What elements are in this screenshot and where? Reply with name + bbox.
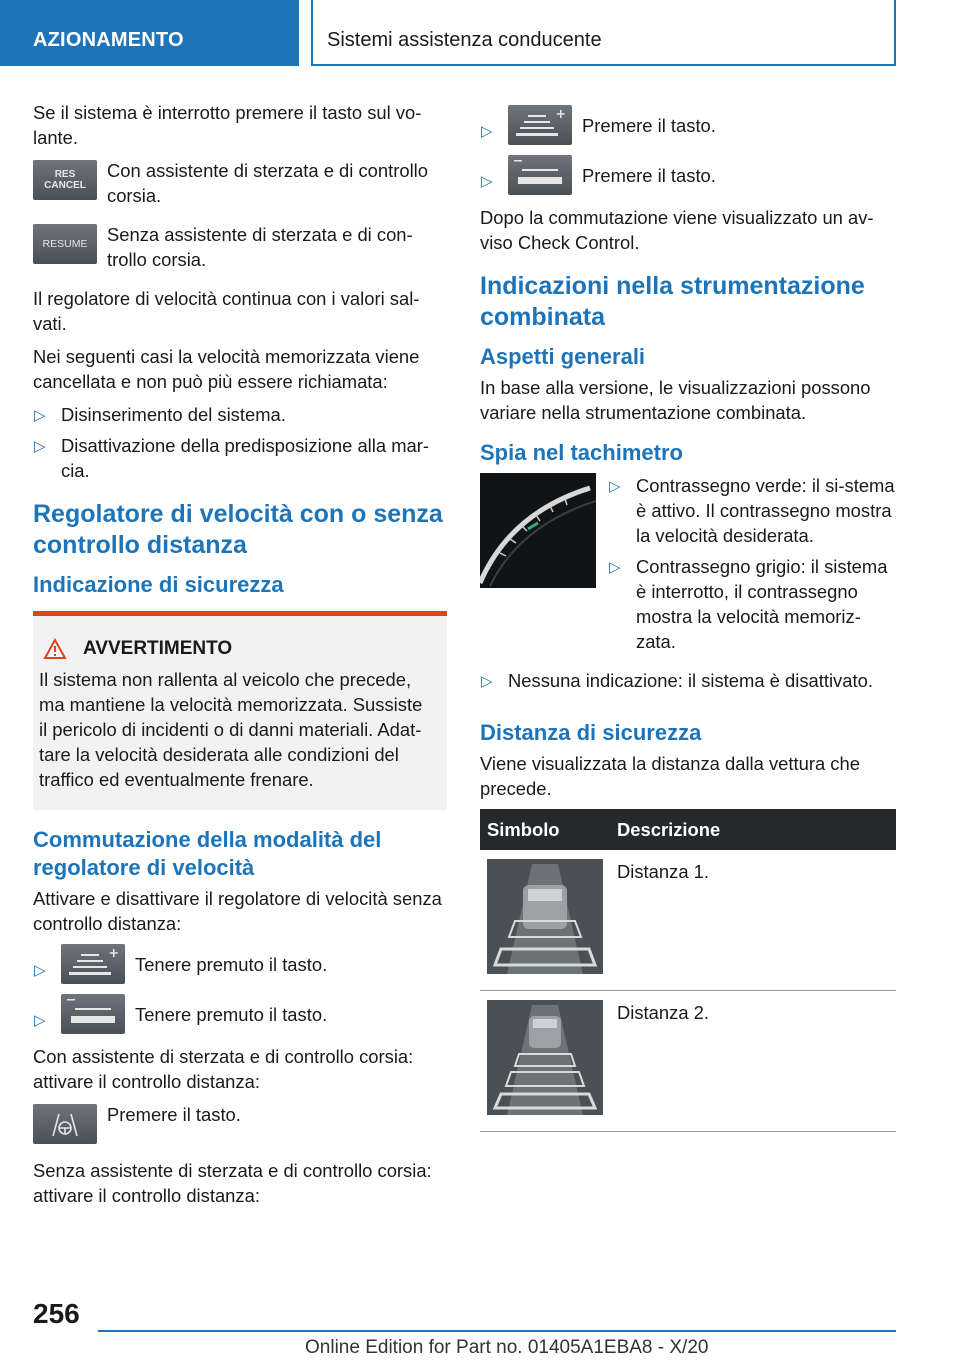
subsection-heading: Commutazione della modalità del regolatore di velocità	[33, 827, 382, 880]
speedometer-block	[480, 473, 896, 660]
paragraph: Dopo la commutazione viene visualizzato un av-viso Check Control.	[480, 207, 874, 253]
subsection-heading: Indicazione di sicurezza	[33, 572, 284, 597]
paragraph: Se il sistema è interrotto premere il tasto sul vo-lante.	[33, 102, 422, 148]
resume-text: Senza assistente di sterzata e di con-trollo corsia.	[107, 224, 413, 270]
table-row	[480, 850, 896, 991]
bullet-triangle-icon: ▷	[34, 438, 46, 455]
distance-table	[480, 809, 896, 1132]
distance-minus-button-icon	[508, 155, 572, 195]
distance-plus-button-icon	[61, 944, 125, 984]
distance-control-button-icon	[33, 1104, 97, 1144]
bullet-triangle-icon: ▷	[609, 559, 621, 576]
table-header: Simbolo	[480, 809, 610, 850]
bullet-triangle-icon: ▷	[481, 123, 493, 140]
list-item: ▷ Contrassegno verde: il si-stema è attivo. Il contrassegno mostra la velocità desiderata.	[609, 475, 895, 546]
bullet-triangle-icon: ▷	[34, 962, 46, 979]
paragraph: Con assistente di sterzata e di controllo corsia: attivare il controllo distanza:	[33, 1046, 414, 1092]
list-item: ▷ Tenere premuto il tasto.	[33, 994, 447, 1034]
warning-triangle-icon	[43, 638, 67, 660]
paragraph: Senza assistente di sterzata e di controllo corsia: attivare il controllo distanza:	[33, 1160, 432, 1206]
table-cell: Distanza 1.	[610, 850, 896, 991]
distance-2-image	[487, 1000, 603, 1115]
header-chapter-title: Sistemi assistenza conducente	[311, 0, 896, 66]
distance-minus-button-icon	[61, 994, 125, 1034]
res-cancel-button-icon: RES CANCEL	[33, 160, 97, 200]
resume-row	[33, 222, 447, 272]
footer-divider	[98, 1330, 896, 1332]
subsection-heading: Distanza di sicurezza	[480, 720, 702, 745]
distance-plus-button-icon	[508, 105, 572, 145]
page-number: 256	[33, 1298, 80, 1329]
table-row	[480, 991, 896, 1132]
list-item: ▷ Premere il tasto.	[480, 105, 896, 145]
speedometer-image	[480, 473, 596, 588]
section-heading: Indicazioni nella strumentazione combinata	[480, 272, 865, 331]
left-column	[33, 100, 447, 1216]
acc-button-row: Premere il tasto.	[33, 1102, 447, 1144]
res-cancel-text: Con assistente di sterzata e di controllo corsia.	[107, 160, 428, 206]
warning-text: Il sistema non rallenta al veicolo che precede, ma mantiene la velocità memorizzata. Sussiste il pericolo di incidenti o di danni materiali. Adat-tare la velocità desiderata alle condizioni del traffico ed eventualmente frenare.	[39, 669, 423, 790]
table-header-row	[480, 809, 896, 850]
table-header: Descrizione	[610, 809, 896, 850]
right-column	[480, 105, 896, 1132]
distance-1-image	[487, 859, 603, 974]
list-item: ▷ Nessuna indicazione: il sistema è disattivato.	[480, 668, 896, 693]
paragraph: In base alla versione, le visualizzazioni possono variare nella strumentazione combinata.	[480, 377, 871, 423]
list-item: ▷ Tenere premuto il tasto.	[33, 944, 447, 984]
paragraph: Il regolatore di velocità continua con i valori sal-vati.	[33, 288, 420, 334]
section-heading: Regolatore di velocità con o senza controllo distanza	[33, 500, 443, 559]
res-cancel-row	[33, 158, 447, 208]
bullet-triangle-icon: ▷	[34, 407, 46, 424]
speedo-list	[608, 473, 896, 660]
bullet-triangle-icon: ▷	[481, 173, 493, 190]
header-section-tab: AZIONAMENTO	[0, 0, 299, 66]
bullet-triangle-icon: ▷	[481, 673, 493, 690]
warning-title: AVVERTIMENTO	[39, 636, 435, 661]
list-item: ▷ Disattivazione della predisposizione alla mar-cia.	[34, 435, 429, 481]
paragraph: Nei seguenti casi la velocità memorizzata viene cancellata e non può più essere richiamata:	[33, 346, 420, 392]
paragraph: Viene visualizzata la distanza dalla vettura che precede.	[480, 753, 860, 799]
bullet-triangle-icon: ▷	[34, 1012, 46, 1029]
table-cell: Distanza 2.	[610, 991, 896, 1132]
list-item: ▷ Contrassegno grigio: il sistema è interrotto, il contrassegno mostra la velocità memoriz-zata.	[609, 556, 888, 652]
paragraph: Attivare e disattivare il regolatore di velocità senza controllo distanza:	[33, 888, 442, 934]
list-item: ▷ Premere il tasto.	[480, 155, 896, 195]
footer-edition: Online Edition for Part no. 01405A1EBA8 - X/20	[305, 1337, 709, 1358]
subsection-heading: Spia nel tachimetro	[480, 440, 683, 465]
resume-button-icon: RESUME	[33, 224, 97, 264]
list-item: ▷ Disinserimento del sistema.	[33, 402, 447, 427]
warning-box	[33, 611, 447, 810]
subsection-heading: Aspetti generali	[480, 344, 646, 369]
bullet-triangle-icon: ▷	[609, 478, 621, 495]
